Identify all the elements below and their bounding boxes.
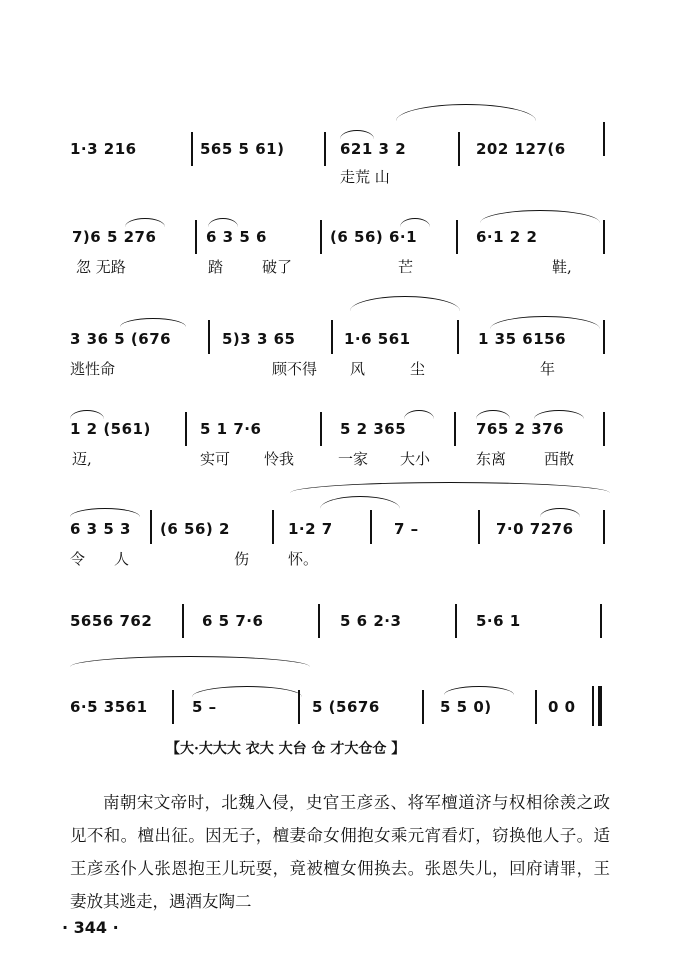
lyric: 东离 (476, 450, 507, 468)
percussion-line: 【大·大大大 衣大 大台 仓 才大仓仓 】 (166, 741, 406, 757)
lyric: 大小 (400, 450, 431, 468)
tie (192, 686, 302, 697)
lyric: 忽 无路 (76, 258, 126, 276)
notes-m2: 565 5 61) (200, 140, 285, 158)
notes-m4: 202 127(6 (476, 140, 566, 158)
slur (400, 218, 430, 227)
lyric: 伤 (234, 550, 250, 568)
lyric: 破了 (262, 258, 293, 276)
slur (208, 218, 238, 227)
slur (534, 410, 584, 419)
notes-m1: 3 36 5 (676 (70, 330, 172, 348)
lyric: 怜我 (264, 450, 295, 468)
notes-m1: 6·5 3561 (70, 698, 148, 716)
notes-m1: 7)6 5 276 (72, 228, 157, 246)
barline (600, 604, 602, 638)
barline (603, 320, 605, 354)
tie (320, 496, 400, 509)
lyric: 尘 (410, 360, 426, 378)
tie (396, 104, 536, 121)
lyric: 逃性命 (70, 360, 116, 378)
notes-m4: 7 – (394, 520, 419, 538)
lyric: 迈, (72, 450, 92, 468)
long-tie (290, 482, 610, 493)
barline (331, 320, 333, 354)
notes-m1: 1·3 216 (70, 140, 137, 158)
barline (208, 320, 210, 354)
barline (454, 412, 456, 446)
notes-m1: 5656 762 (70, 612, 153, 630)
barline (603, 220, 605, 254)
notes-m3: 5 6 2·3 (340, 612, 402, 630)
barline (603, 412, 605, 446)
notes-m2: 5)3 3 65 (222, 330, 296, 348)
barline (422, 690, 424, 724)
notes-m4: 6·1 2 2 (476, 228, 538, 246)
final-barline-thin (592, 686, 594, 726)
lyric: 顾不得 (272, 360, 318, 378)
barline (603, 510, 605, 544)
barline (603, 122, 605, 156)
slur (70, 508, 140, 517)
slur (476, 410, 510, 419)
final-barline (598, 686, 602, 726)
lyric: 年 (540, 360, 556, 378)
page-number: · 344 · (62, 918, 119, 937)
notes-m4: 1 35 6156 (478, 330, 567, 348)
notes-m3: 1·2 7 (288, 520, 333, 538)
notes-m2: (6 56) 2 (160, 520, 230, 538)
prose-paragraph: 南朝宋文帝时，北魏入侵，史官王彦丞、将军檀道济与权相徐羡之政见不和。檀出征。因无子，檀妻命女佣抱女乘元宵看灯，窃换他人子。适王彦丞仆人张恩抱王儿玩耍，竟被檀女佣换去。张恩失儿，回府请罪，王妻放其逃走，遇酒友陶二 (70, 793, 610, 911)
barline (185, 412, 187, 446)
barline (535, 690, 537, 724)
notes-m4: 5 5 0) (440, 698, 492, 716)
lyric: 风 (350, 360, 366, 378)
notes-m2: 6 3 5 6 (206, 228, 267, 246)
barline (182, 604, 184, 638)
notes-m4: 5·6 1 (476, 612, 521, 630)
notes-m2: 5 1 7·6 (200, 420, 262, 438)
barline (456, 220, 458, 254)
lyric: 一家 (338, 450, 369, 468)
lyric: 踏 (208, 258, 224, 276)
slur (444, 686, 514, 695)
notes-m3: 621 3 2 (340, 140, 407, 158)
barline (458, 132, 460, 166)
barline (370, 510, 372, 544)
barline (172, 690, 174, 724)
notes-m3: 1·6 561 (344, 330, 411, 348)
lyric: 鞋, (552, 258, 572, 276)
notes-m5: 0 0 (548, 698, 576, 716)
notes-m1: 6 3 5 3 (70, 520, 131, 538)
lyric: 令 (70, 550, 86, 568)
lyric: 怀。 (288, 550, 319, 568)
barline (478, 510, 480, 544)
barline (457, 320, 459, 354)
tie (350, 296, 460, 311)
lyrics: 走荒 山 (340, 168, 390, 186)
notes-m3: (6 56) 6·1 (330, 228, 418, 246)
tie (490, 316, 600, 329)
slur (480, 210, 600, 223)
long-tie (70, 656, 310, 667)
lyric: 人 (114, 550, 130, 568)
slur (404, 410, 434, 419)
lyric: 实可 (200, 450, 231, 468)
barline (320, 412, 322, 446)
slur (120, 318, 186, 327)
slur (125, 218, 165, 227)
barline (318, 604, 320, 638)
notes-m4: 765 2 376 (476, 420, 565, 438)
barline (272, 510, 274, 544)
notes-m5: 7·0 7276 (496, 520, 574, 538)
notes-m2: 6 5 7·6 (202, 612, 264, 630)
notes-m3: 5 (5676 (312, 698, 380, 716)
slur (340, 130, 374, 139)
barline (320, 220, 322, 254)
notes-m3: 5 2 365 (340, 420, 407, 438)
barline (150, 510, 152, 544)
lyric: 西散 (544, 450, 575, 468)
notes-m2: 5 – (192, 698, 217, 716)
barline (455, 604, 457, 638)
barline (324, 132, 326, 166)
notes-m1: 1 2 (561) (70, 420, 151, 438)
slur (70, 410, 104, 419)
slur (540, 508, 580, 517)
barline (191, 132, 193, 166)
barline (195, 220, 197, 254)
lyric: 芒 (398, 258, 414, 276)
